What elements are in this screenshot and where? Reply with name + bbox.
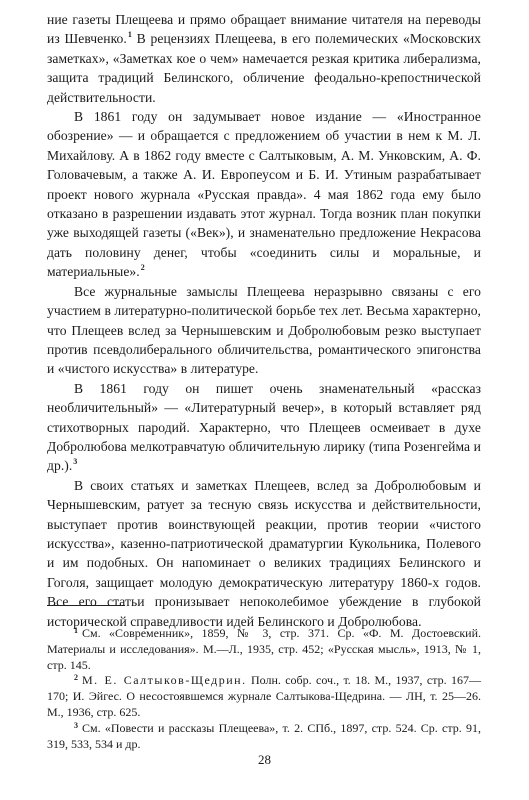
footnote-divider (47, 605, 125, 606)
footnote-1 (47, 626, 481, 673)
paragraph-5 (47, 476, 481, 631)
paragraph-1 (47, 10, 481, 107)
paragraph-1-text-b: В рецензиях Плещеева, в его полемических «Московских заметках», «Заметках кое о чем» намечается резкая критика либерализма, защита традиций Белинского, обличение феодально-крепостнической действительности. (47, 31, 481, 105)
main-text (47, 10, 481, 631)
paragraph-1-text-a: ние газеты Плещеева и прямо обращает внимание читателя на переводы из Шевченко. (47, 12, 481, 47)
footnote-2-text: Полн. собр. соч., т. 18. М., 1937, стр. 167—170; И. Эйгес. О несостоявшемся журнале Салтыкова-Щедрина. — ЛН, т. 25—26. М., 1936, стр. 625. (47, 673, 481, 719)
paragraph-2 (47, 107, 481, 282)
page-number: 28 (258, 752, 271, 767)
paragraph-2-text: В 1861 году он задумывает новое издание — «Иностранное обозрение» — и обращается с предложением об участии в нем к М. Л. Михайлову. А в 1862 году вместе с Салтыковым, А. М. Унковским, А. Ф. Головачевым, а также А. И. Европеусом и Б. И. Утиным разрабатывает проект нового журнала «Русская правда». 4 мая 1862 года ему было отказано в разрешении издавать этот журнал. Тогда возник план покупки уже выходящей газеты («Век»), и знаменательно предложение Некрасова дать половину денег, чтобы «соединить силы и моральные, и материальные». (47, 109, 481, 280)
paragraph-3-text: Все журнальные замыслы Плещеева неразрывно связаны с его участием в литературно-политической борьбе тех лет. Весьма характерно, что Плещеев вслед за Чернышевским и Добролюбовым резко выступает против псевдолиберального обличительства, романтического эпигонства и «чистого искусства» в литературе. (47, 283, 481, 377)
footnote-ref-1[interactable]: 1 (127, 30, 132, 40)
footnote-3-text: См. «Повести и рассказы Плещеева», т. 2. СПб., 1897, стр. 524. Ср. стр. 91, 319, 533, 534 и др. (47, 720, 481, 751)
footnote-3-number: 3 (74, 720, 78, 730)
footnotes (47, 626, 481, 752)
footnote-ref-3[interactable]: 3 (73, 457, 78, 467)
footnote-2-number: 2 (74, 673, 78, 683)
paragraph-5-text: В своих статьях и заметках Плещеев, вслед за Добролюбовым и Чернышевским, ратует за тесную связь искусства и действительности, выступает против воинствующей реакции, против теории «чистого искусства», казенно-патриотической драматургии Кукольника, Полевого и им подобных. Он напоминает о великих традициях Белинского и Гоголя, защищает молодую демократическую литературу 1860-х годов. Все его статьи пронизывает непоколебимое убеждение в глубокой исторической справедливости идей Белинского и Добролюбова. (47, 477, 481, 629)
footnote-ref-2[interactable]: 2 (140, 263, 145, 273)
footnote-3 (47, 721, 481, 753)
paragraph-3 (47, 282, 481, 379)
footnote-2 (47, 673, 481, 720)
footnote-2-author: М. Е. Салтыков-Щедрин. (82, 673, 247, 688)
footnote-1-text: См. «Современник», 1859, № 3, стр. 371. Ср. «Ф. М. Достоевский. Материалы и исследования». М.—Л., 1935, стр. 452; «Русская мысль», 1913, № 1, стр. 145. (47, 626, 481, 672)
footnote-1-number: 1 (74, 626, 78, 635)
paragraph-4 (47, 379, 481, 476)
paragraph-4-text: В 1861 году он пишет очень знаменательный «рассказ необличительный» — «Литературный вечер», в который вставляет ряд стихотворных пародий. Характерно, что Плещеев осмеивает в духе Добролюбова мелкотравчатую обличительную лирику (типа Розенгейма и др.). (47, 380, 481, 474)
